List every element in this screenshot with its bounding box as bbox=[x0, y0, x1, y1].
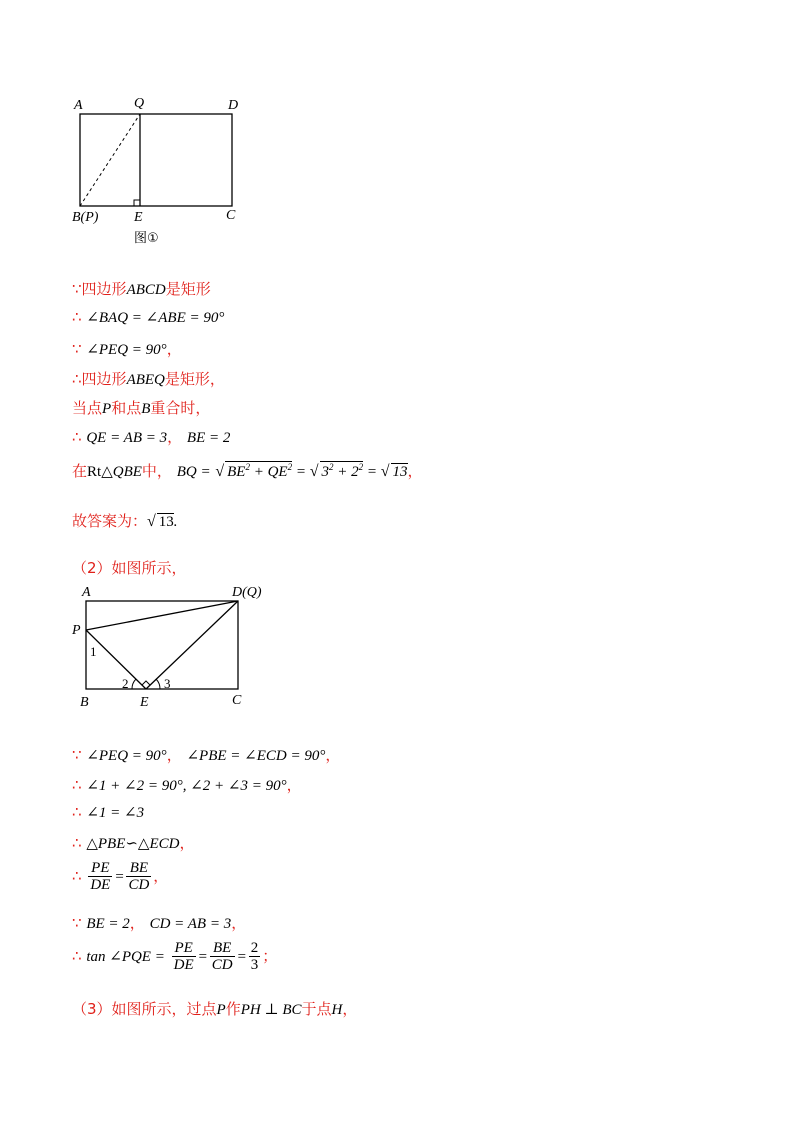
label-bp: B(P) bbox=[72, 210, 99, 225]
figure-2 bbox=[60, 578, 290, 718]
line-8: 故答案为：√ 13. bbox=[72, 512, 178, 530]
label-c: C bbox=[226, 208, 236, 223]
rectangle-abcd bbox=[86, 601, 238, 689]
line-12: ∴ ∠1 = ∠3 bbox=[72, 803, 145, 821]
angle-2-arc bbox=[132, 679, 136, 689]
line-16: ∴ tan ∠PQE = $\frac{PE}{DE}$ = $\frac{BE}{CD}$ = $\frac{2}{3}$ ； bbox=[72, 940, 278, 973]
label-e: E bbox=[140, 695, 149, 710]
right-angle-mark bbox=[134, 200, 140, 206]
line-17: （3）如图所示，过点P作PH ⊥ BC于点H， bbox=[72, 1000, 358, 1018]
line-1: ∵四边形ABCD是矩形 bbox=[72, 280, 211, 298]
line-6: ∴ QE = AB = 3， BE = 2 bbox=[72, 428, 231, 446]
line-14: ∴ $\frac{PE}{DE}$ = $\frac{BE}{CD}$ ， bbox=[72, 860, 169, 893]
label-b: B bbox=[80, 695, 89, 710]
line-3: ∵ ∠PEQ = 90°， bbox=[72, 340, 182, 358]
label-angle-1: 1 bbox=[90, 644, 97, 659]
line-11: ∴ ∠1 + ∠2 = 90°, ∠2 + ∠3 = 90°， bbox=[72, 776, 302, 794]
label-a: A bbox=[74, 98, 83, 113]
therefore-symbol: ∴ bbox=[72, 308, 82, 326]
figure-caption: 图① bbox=[134, 231, 159, 246]
line-10: ∵ ∠PEQ = 90°， ∠PBE = ∠ECD = 90°， bbox=[72, 746, 341, 764]
line-7: 在Rt△QBE中， BQ = √ $BE^2 + QE^2$ = √ $3^2 + 2^2$ = √ 13， bbox=[72, 462, 423, 480]
angle-3-arc bbox=[156, 679, 160, 689]
line-15: ∵ BE = 2， CD = AB = 3， bbox=[72, 914, 247, 932]
segment-bq-dashed bbox=[80, 114, 140, 206]
label-a: A bbox=[82, 585, 91, 600]
label-e: E bbox=[134, 210, 143, 225]
line-5: 当点P和点B重合时， bbox=[72, 399, 211, 417]
label-p: P bbox=[72, 623, 81, 638]
label-dq: D(Q) bbox=[232, 585, 262, 600]
segment-pe bbox=[86, 630, 146, 689]
label-angle-3: 3 bbox=[164, 676, 171, 691]
line-4: ∴四边形ABEQ是矩形， bbox=[72, 370, 225, 388]
segment-pd bbox=[86, 601, 238, 630]
line-9: （2）如图所示， bbox=[72, 559, 187, 577]
line-2: ∴ ∠BAQ = ∠ABE = 90° bbox=[72, 308, 225, 326]
segment-ed bbox=[146, 601, 238, 689]
because-symbol: ∵ bbox=[72, 280, 82, 298]
label-c: C bbox=[232, 693, 242, 708]
rectangle-abcd bbox=[80, 114, 232, 206]
figure-1 bbox=[60, 90, 280, 260]
label-d: D bbox=[228, 98, 239, 113]
right-angle-mark bbox=[142, 681, 150, 685]
label-angle-2: 2 bbox=[122, 676, 129, 691]
label-q: Q bbox=[134, 96, 145, 111]
line-13: ∴ △PBE∽△ECD， bbox=[72, 834, 195, 852]
